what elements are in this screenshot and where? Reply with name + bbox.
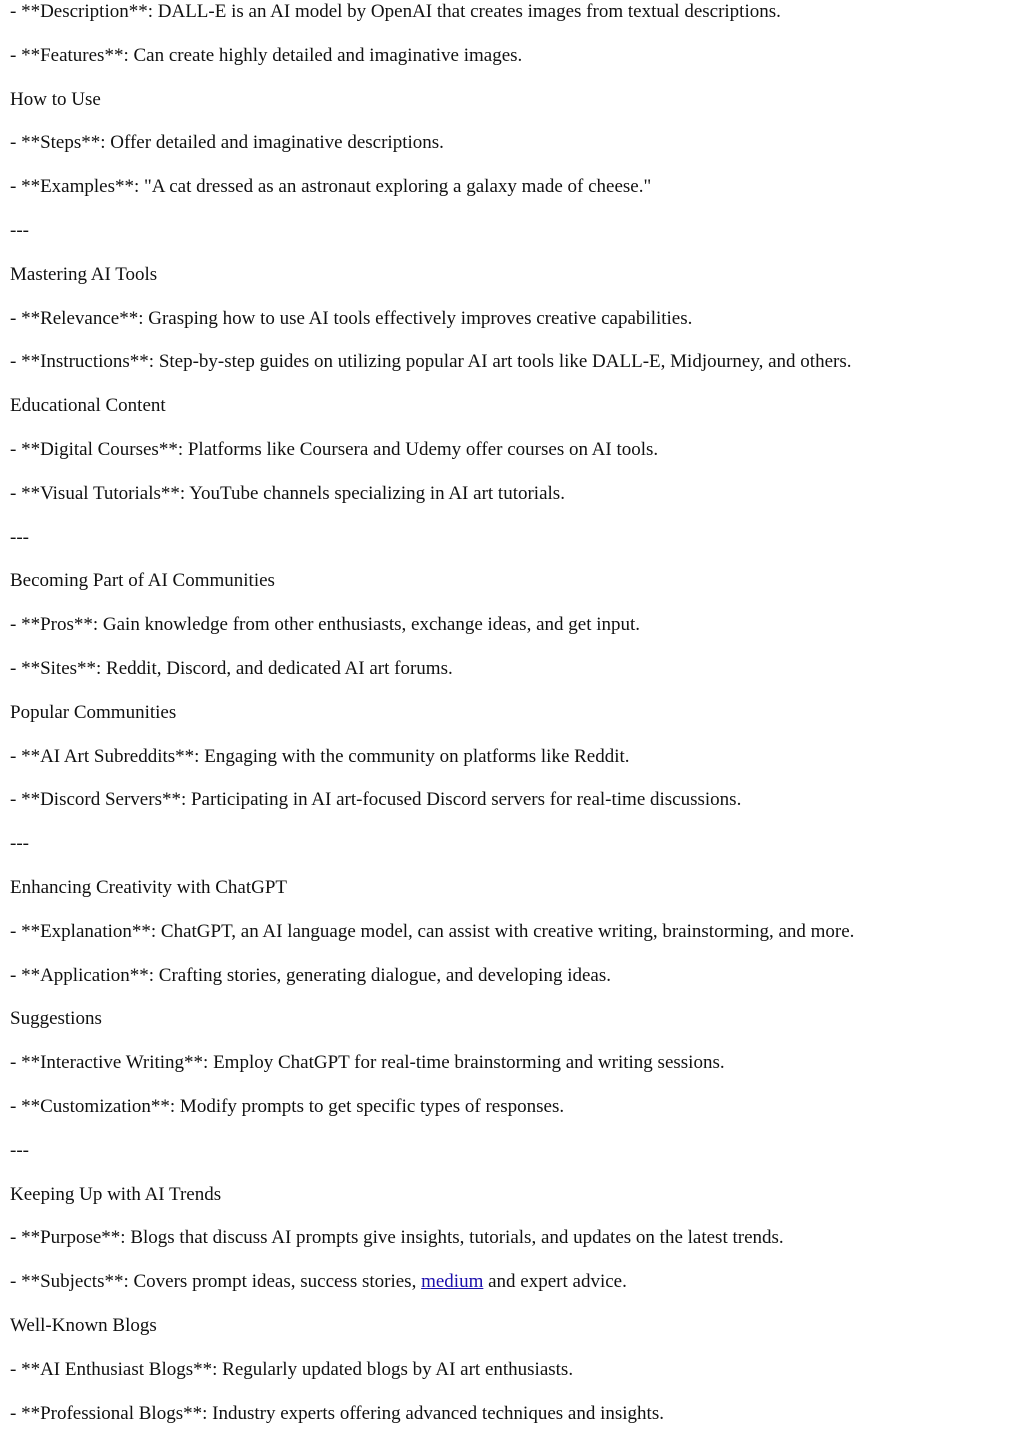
bullet-customization: - **Customization**: Modify prompts to get specific types of responses. (10, 1095, 565, 1117)
heading-well-known-blogs: Well-Known Blogs (10, 1314, 157, 1336)
bullet-description: - **Description**: DALL-E is an AI model by OpenAI that creates images from textual descriptions. (10, 1, 781, 22)
bullet-ai-art-subreddits: - **AI Art Subreddits**: Engaging with the community on platforms like Reddit. (10, 745, 630, 767)
bullet-professional-blogs: - **Professional Blogs**: Industry experts offering advanced techniques and insights. (10, 1402, 664, 1424)
bullet-interactive-writing: - **Interactive Writing**: Employ ChatGPT for real-time brainstorming and writing sessions. (10, 1052, 725, 1074)
heading-suggestions: Suggestions (10, 1008, 102, 1030)
separator: --- (10, 219, 29, 241)
separator: --- (10, 1139, 29, 1161)
heading-ai-communities: Becoming Part of AI Communities (10, 570, 275, 592)
bullet-visual-tutorials: - **Visual Tutorials**: YouTube channels specializing in AI art tutorials. (10, 482, 565, 504)
bullet-features: - **Features**: Can create highly detailed and imaginative images. (10, 44, 523, 66)
bullet-digital-courses: - **Digital Courses**: Platforms like Coursera and Udemy offer courses on AI tools. (10, 438, 659, 460)
bullet-subjects-text-before: - **Subjects**: Covers prompt ideas, success stories, (10, 1271, 422, 1293)
heading-educational-content: Educational Content (10, 395, 166, 417)
heading-popular-communities: Popular Communities (10, 701, 177, 723)
bullet-application: - **Application**: Crafting stories, generating dialogue, and developing ideas. (10, 964, 611, 986)
bullet-relevance: - **Relevance**: Grasping how to use AI tools effectively improves creative capabilities. (10, 307, 693, 329)
medium-link[interactable]: medium (421, 1271, 484, 1293)
bullet-sites: - **Sites**: Reddit, Discord, and dedicated AI art forums. (10, 657, 453, 679)
bullet-pros: - **Pros**: Gain knowledge from other enthusiasts, exchange ideas, and get input. (10, 614, 641, 636)
bullet-explanation: - **Explanation**: ChatGPT, an AI language model, can assist with creative writing, brainstorming, and more. (10, 920, 855, 942)
bullet-discord-servers: - **Discord Servers**: Participating in AI art-focused Discord servers for real-time discussions. (10, 789, 742, 811)
bullet-instructions: - **Instructions**: Step-by-step guides on utilizing popular AI art tools like DALL-E, Midjourney, and others. (10, 351, 852, 373)
heading-mastering-ai-tools: Mastering AI Tools (10, 263, 158, 285)
separator: --- (10, 526, 29, 548)
separator: --- (10, 833, 29, 855)
bullet-subjects (10, 1270, 1014, 1314)
bullet-subjects-text-after: and expert advice. (483, 1271, 627, 1293)
bullet-ai-enthusiast-blogs: - **AI Enthusiast Blogs**: Regularly updated blogs by AI art enthusiasts. (10, 1358, 574, 1380)
bullet-steps: - **Steps**: Offer detailed and imaginative descriptions. (10, 132, 444, 154)
bullet-examples: - **Examples**: "A cat dressed as an astronaut exploring a galaxy made of cheese." (10, 176, 652, 198)
bullet-purpose: - **Purpose**: Blogs that discuss AI prompts give insights, tutorials, and updates on the latest trends. (10, 1227, 784, 1249)
heading-how-to-use: How to Use (10, 88, 101, 110)
heading-ai-trends: Keeping Up with AI Trends (10, 1183, 222, 1205)
document-body (10, 0, 1014, 1445)
heading-enhancing-creativity: Enhancing Creativity with ChatGPT (10, 876, 288, 898)
